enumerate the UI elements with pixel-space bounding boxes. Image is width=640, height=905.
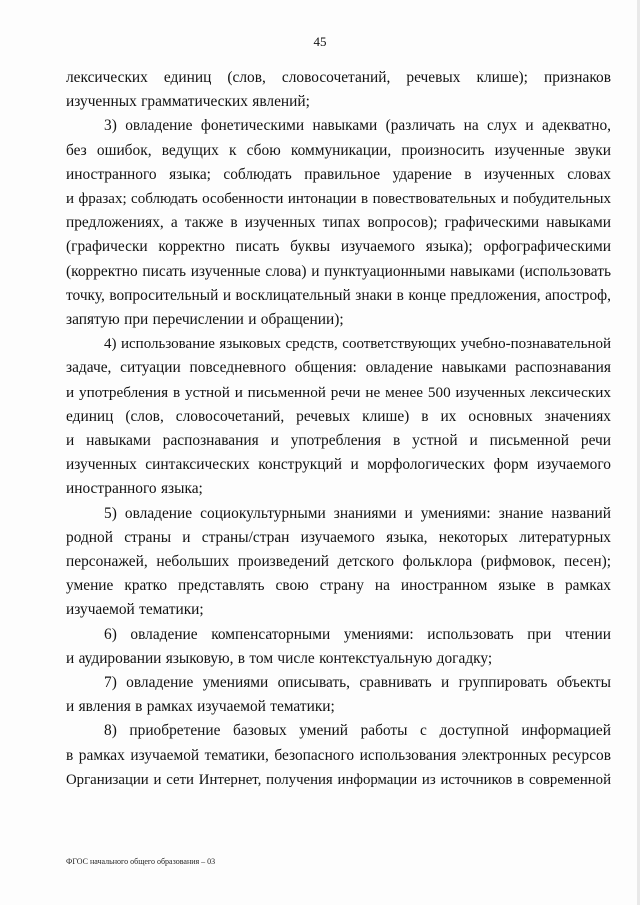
text-line: (графически корректно писать буквы изучаемого языка); орфографическими bbox=[66, 238, 611, 256]
text-line: лексических единиц (слов, словосочетаний, речевых клише); признаков bbox=[66, 69, 611, 86]
text-line: в рамках изучаемой тематики, безопасного использования электронных ресурсов bbox=[66, 746, 611, 764]
text-line: 5) овладение социокультурными знаниями и умениями: знание названий bbox=[104, 504, 611, 522]
text-line: изученных грамматических явлений; bbox=[66, 93, 310, 111]
page-footer: ФГОС начального общего образования – 03 bbox=[66, 857, 216, 866]
text-line: изучаемой тематики; bbox=[66, 601, 204, 619]
text-line: иностранного языка; соблюдать правильное ударение в изученных словах bbox=[66, 165, 611, 183]
document-body bbox=[66, 66, 611, 792]
text-line: без ошибок, ведущих к сбою коммуникации, произносить изученные звуки bbox=[66, 141, 611, 159]
text-line: Организации и сети Интернет, получения информации из источников в современной bbox=[66, 771, 611, 788]
text-line: запятую при перечислении и обращении); bbox=[66, 311, 344, 329]
page-number: 45 bbox=[313, 34, 327, 49]
text-line: и фразах; соблюдать особенности интонации в повествовательных и побудительных bbox=[66, 191, 611, 208]
text-line: единиц (слов, словосочетаний, речевых клише) в их основных значениях bbox=[66, 407, 611, 425]
text-line: (корректно писать изученные слова) и пунктуационными навыками (использовать bbox=[66, 262, 611, 280]
text-line: родной страны и страны/стран изучаемого языка, некоторых литературных bbox=[66, 528, 611, 546]
text-line: изученных синтаксических конструкций и морфологических форм изучаемого bbox=[66, 456, 611, 474]
text-line: и употребления в устной и письменной речи не менее 500 изученных лексических bbox=[66, 383, 611, 401]
text-line: и явления в рамках изучаемой тематики; bbox=[66, 698, 335, 716]
text-line: точку, вопросительный и восклицательный знаки в конце предложения, апостроф, bbox=[66, 286, 611, 304]
text-line: и навыками распознавания и употребления в устной и письменной речи bbox=[66, 432, 611, 450]
text-line: персонажей, небольших произведений детского фольклора (рифмовок, песен); bbox=[66, 553, 611, 571]
text-line: 4) использование языковых средств, соответствующих учебно-познавательной bbox=[104, 336, 611, 353]
text-line: задаче, ситуации повседневного общения: овладение навыками распознавания bbox=[66, 359, 611, 377]
text-line: 3) овладение фонетическими навыками (различать на слух и адекватно, bbox=[104, 117, 611, 135]
text-line: иностранного языка; bbox=[66, 480, 203, 498]
text-line: предложениях, а также в изученных типах вопросов); графическими навыками bbox=[66, 214, 611, 232]
text-line: 6) овладение компенсаторными умениями: использовать при чтении bbox=[104, 625, 611, 643]
text-line: умение кратко представлять свою страну на иностранном языке в рамках bbox=[66, 577, 611, 595]
text-line: 7) овладение умениями описывать, сравнивать и группировать объекты bbox=[104, 674, 611, 692]
text-line: и аудировании языковую, в том числе контекстуальную догадку; bbox=[66, 649, 493, 667]
text-line: 8) приобретение базовых умений работы с доступной информацией bbox=[104, 722, 611, 740]
